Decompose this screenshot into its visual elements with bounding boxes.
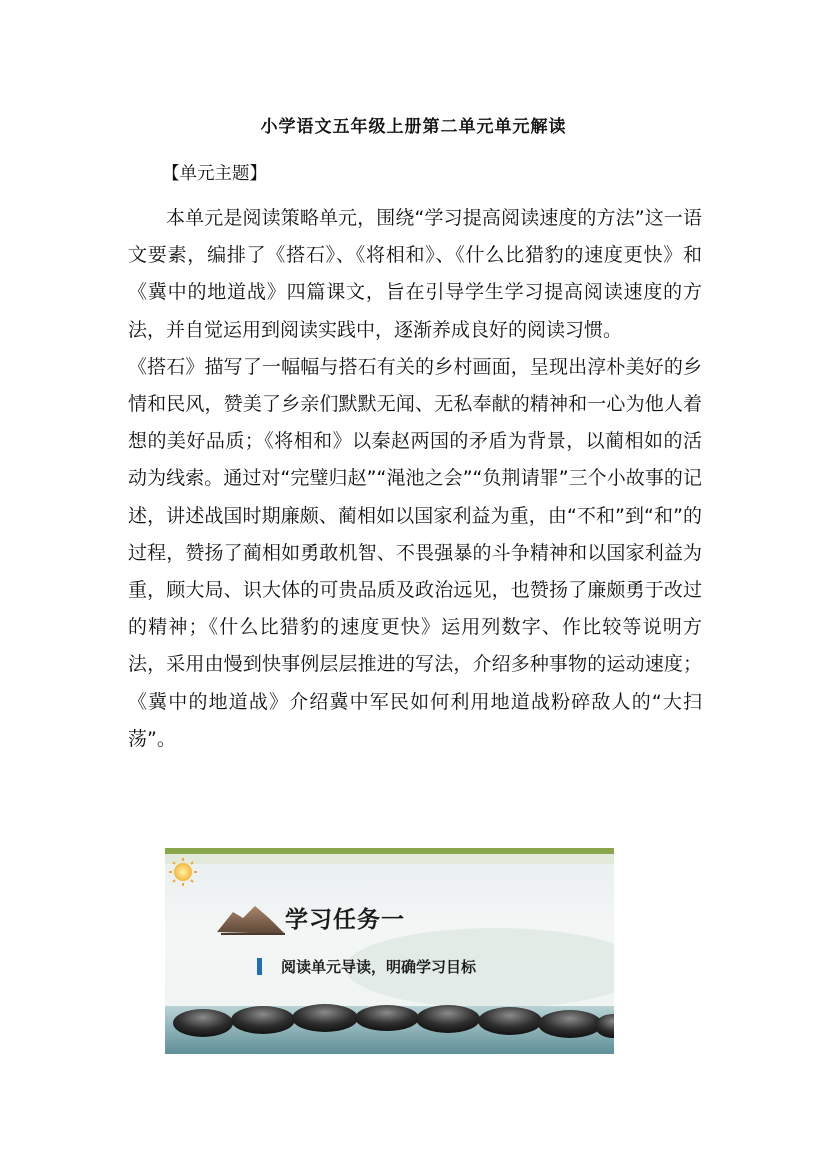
slide-background — [165, 848, 614, 1054]
document-title: 小学语文五年级上册第二单元单元解读 — [260, 117, 567, 137]
slide-subtitle: 阅读单元导读，明确学习目标 — [281, 958, 477, 976]
slide-title: 学习任务一 — [285, 907, 405, 933]
slide-image — [165, 848, 614, 1054]
paragraph-lessons: 《搭石》描写了一幅幅与搭石有关的乡村画面，呈现出淳朴美好的乡情和民风，赞美了乡亲们默默无闻、无私奉献的精神和一心为他人着想的美好品质；《将相和》以秦赵两国的矛盾为背景，以蔺相如的活动为线索。通过对“完璧归赵”“渑池之会”“负荆请罪”三个小故事的记述，讲述战国时期廉颇、蔺相如以国家利益为重，由“不和”到“和”的过程，赞扬了蔺相如勇敢机智、不畏强暴的斗争精神和以国家利益为重，顾大局、识大体的可贵品质及政治远见，也赞扬了廉颇勇于改过的精神；《什么比猎豹的速度更快》运用列数字、作比较等说明方法，采用由慢到快事例层层推进的写法，介绍多种事物的运动速度；《冀中的地道战》介绍冀中军民如何利用地道战粉碎敌人的“大扫荡”。 — [128, 355, 702, 750]
top-border — [165, 848, 614, 854]
paragraph-intro: 本单元是阅读策略单元，围绕“学习提高阅读速度的方法”这一语文要素，编排了《搭石》、《将相和》、《什么比猎豹的速度更快》和《冀中的地道战》四篇课文，旨在引导学生学习提高阅读速度的方法，并自觉运用到阅读实践中，逐渐养成良好的阅读习惯。 — [128, 207, 702, 341]
accent-bar — [257, 958, 262, 975]
body-text — [128, 200, 702, 758]
mountain-icon — [217, 906, 285, 934]
section-heading: 【单元主题】 — [162, 164, 267, 184]
